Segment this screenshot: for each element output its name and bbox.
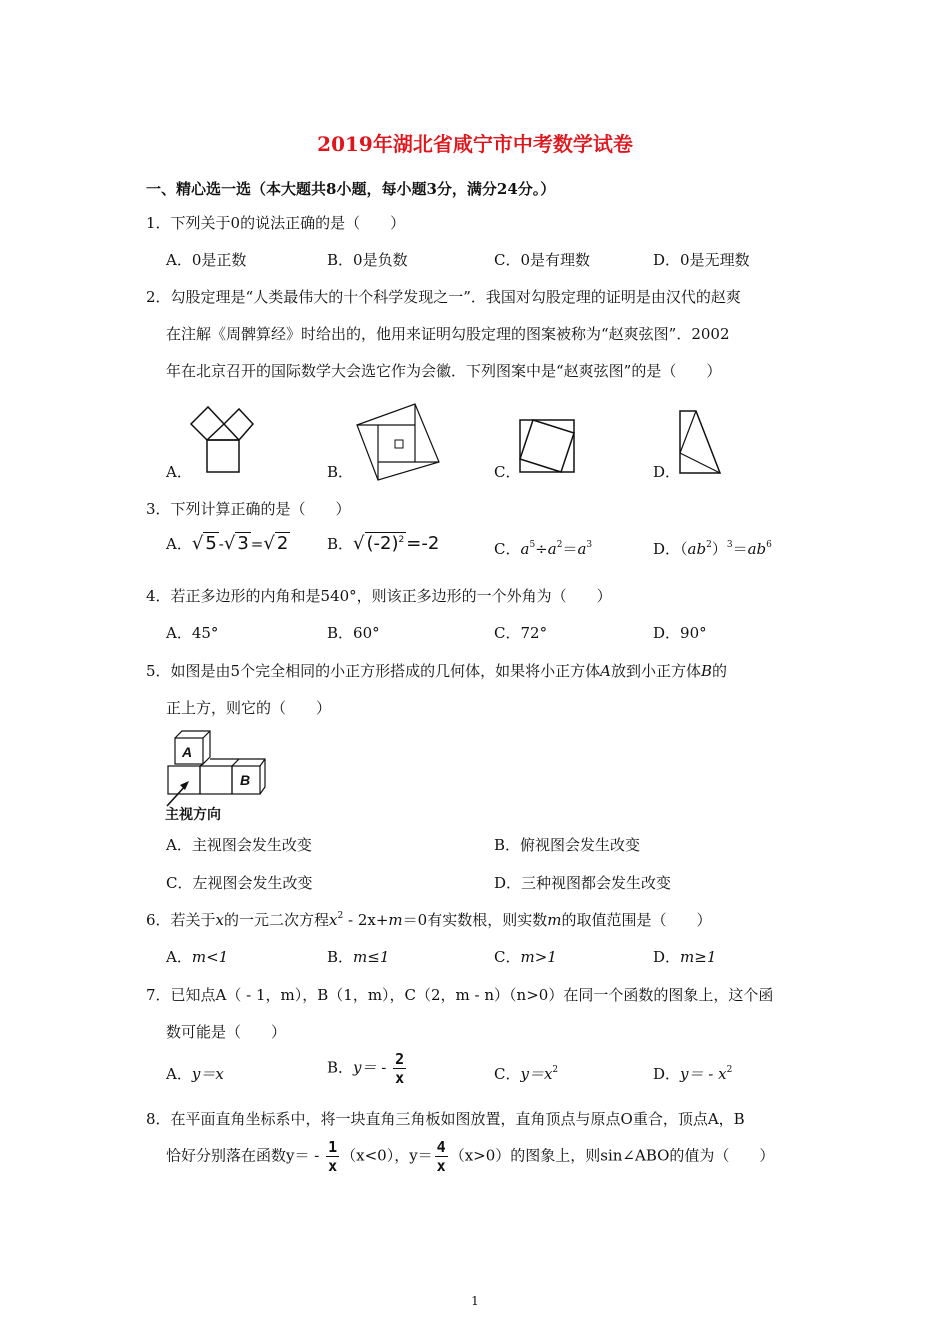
- q4-option-d: D．90°: [653, 624, 707, 642]
- q5-option-d: D．三种视图都会发生改变: [494, 874, 672, 892]
- q5-option-a: A．主视图会发生改变: [166, 836, 312, 854]
- q5-option-c: C．左视图会发生改变: [166, 874, 313, 892]
- q1-option-d: D．0是无理数: [653, 251, 750, 269]
- q7-option-d: D．$y= - x^2$: [653, 1065, 733, 1083]
- page-number: 1: [471, 1294, 479, 1308]
- cube-label-b: B: [240, 772, 251, 788]
- view-direction-caption: 主视方向: [165, 806, 221, 822]
- q2-option-b: B．: [327, 463, 354, 481]
- q2-figure-b: [355, 400, 440, 480]
- question-5-line-1: 5．如图是由5个完全相同的小正方形搭成的几何体，如果将小正方体A放到小正方体B的: [146, 662, 727, 680]
- question-7-line-2: 数可能是（ ）: [166, 1023, 287, 1041]
- question-3-stem: 3．下列计算正确的是（ ）: [146, 500, 351, 518]
- q3-option-b: B．√ $(-2)^2 =-2$: [327, 533, 440, 554]
- q4-option-a: A．45°: [166, 624, 219, 642]
- q3-option-d: D．$(ab^2)^3=ab^6$: [653, 540, 772, 558]
- question-8-line-2: 恰好分别落在函数y＝ - $\frac{1}{x}$ （x<0），y＝ $\frac{4}{x}$ （x>0）的图象上，则sin∠ABO的值为（ ）: [166, 1138, 775, 1175]
- q5-option-b: B．俯视图会发生改变: [494, 836, 641, 854]
- q6-option-c: C．m>1: [494, 948, 557, 966]
- q3-option-c: C．$a^5\div a^2=a^3$: [494, 540, 593, 558]
- q4-option-c: C．72°: [494, 624, 548, 642]
- question-2-line-1: 2．勾股定理是“人类最伟大的十个科学发现之一”．我国对勾股定理的证明是由汉代的赵爽: [146, 288, 741, 306]
- q7-option-c: C．$y=x^2$: [494, 1065, 559, 1083]
- q6-option-a: A．m<1: [166, 948, 229, 966]
- question-7-line-1: 7．已知点A（ - 1，m），B（1，m），C（2，m - n）（n>0）在同一个函数的图象上，这个函: [146, 986, 774, 1004]
- q3-option-a: A．√ 5 -√ 3 =√ 2: [166, 533, 289, 554]
- q2-option-d: D．: [653, 463, 681, 481]
- question-2-line-3: 年在北京召开的国际数学大会选它作为会徽．下列图案中是“赵爽弦图”的是（ ）: [166, 362, 722, 380]
- page-title: 2019年湖北省咸宁市中考数学试卷: [317, 132, 633, 156]
- q6-option-b: B．m≤1: [327, 948, 390, 966]
- q2-figure-c: [519, 419, 575, 473]
- question-5-line-2: 正上方，则它的（ ）: [166, 699, 332, 717]
- question-2-line-2: 在注解《周髀算经》时给出的，他用来证明勾股定理的图案被称为“赵爽弦图”．2002: [166, 325, 730, 343]
- question-6-stem: 6．若关于x的一元二次方程$x^2 - 2x+m=0$有实数根，则实数m的取值范围是（ ）: [146, 911, 712, 929]
- q7-option-b: B．y＝ - $\frac{2}{x}$: [327, 1050, 405, 1087]
- question-8-line-1: 8．在平面直角坐标系中，将一块直角三角板如图放置，直角顶点与原点O重合，顶点A，B: [146, 1110, 745, 1128]
- q7-option-a: A．y＝x: [166, 1065, 224, 1083]
- question-4-stem: 4．若正多边形的内角和是540°，则该正多边形的一个外角为（ ）: [146, 587, 612, 605]
- q1-option-c: C．0是有理数: [494, 251, 591, 269]
- q2-option-a: A．: [166, 463, 192, 481]
- q4-option-b: B．60°: [327, 624, 380, 642]
- q1-option-b: B．0是负数: [327, 251, 408, 269]
- question-1-stem: 1．下列关于0的说法正确的是（ ）: [146, 214, 406, 232]
- q2-figure-a: [190, 404, 260, 474]
- section-heading: 一、精心选一选（本大题共8小题，每小题3分，满分24分。）: [146, 180, 556, 198]
- q2-figure-d: [676, 409, 724, 475]
- cube-label-a: A: [182, 744, 193, 760]
- q1-option-a: A．0是正数: [166, 251, 247, 269]
- q2-option-c: C．: [494, 463, 521, 481]
- q6-option-d: D．m≥1: [653, 948, 717, 966]
- q5-cube-figure: [165, 728, 275, 823]
